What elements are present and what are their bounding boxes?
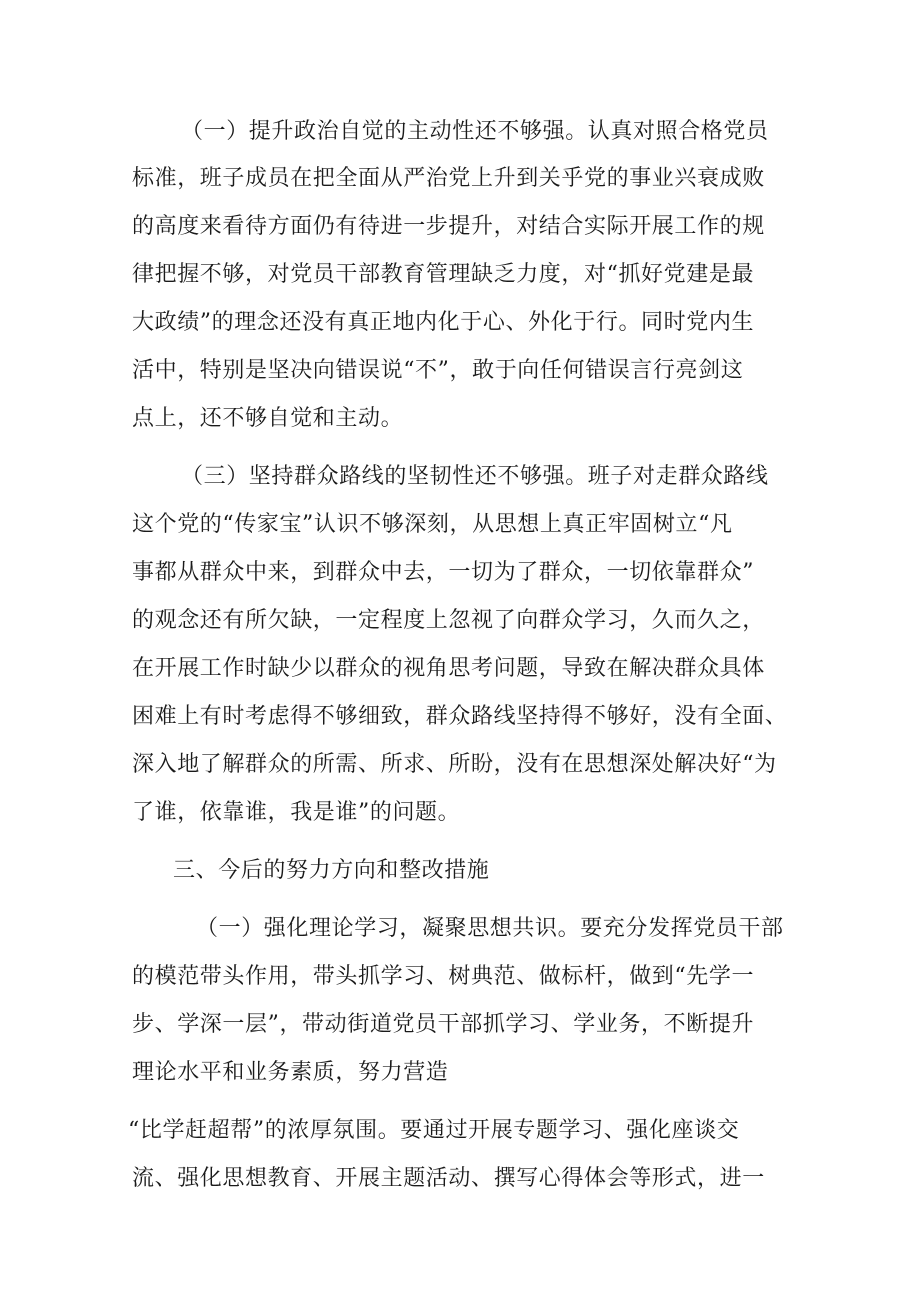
paragraph-1-line-3: 的高度来看待方面仍有待进一步提升，对结合实际开展工作的规 bbox=[132, 214, 765, 239]
paragraph-2-line-2: 这个党的“传家宝”认识不够深刻，从思想上真正牢固树立“凡 bbox=[132, 512, 733, 537]
paragraph-3-line-2: 的模范带头作用，带头抓学习、树典范、做标杆，做到“先学一 bbox=[132, 964, 755, 989]
paragraph-1-line-7: 点上，还不够自觉和主动。 bbox=[132, 406, 404, 431]
paragraph-2-line-7: 深入地了解群众的所需、所求、所盼，没有在思想深处解决好“为 bbox=[132, 752, 777, 777]
paragraph-2-line-5: 在开展工作时缺少以群众的视角思考问题，导致在解决群众具体 bbox=[132, 656, 765, 681]
paragraph-3-line-1: （一）强化理论学习，凝聚思想共识。要充分发挥党员干部 bbox=[196, 916, 784, 941]
paragraph-2-line-3: 事都从群众中来，到群众中去，一切为了群众，一切依靠群众” bbox=[132, 560, 755, 585]
paragraph-1-line-2: 标准，班子成员在把全面从严治党上升到关乎党的事业兴衰成败 bbox=[132, 166, 765, 191]
paragraph-4-line-1: “比学赶超帮”的浓厚氛围。要通过开展专题学习、强化座谈交 bbox=[128, 1118, 740, 1143]
paragraph-2-line-8: 了谁，依靠谁，我是谁”的问题。 bbox=[132, 800, 461, 825]
paragraph-2-line-4: 的观念还有所欠缺，一定程度上忽视了向群众学习，久而久之， bbox=[132, 608, 765, 633]
paragraph-2-line-6: 困难上有时考虑得不够细致，群众路线坚持得不够好，没有全面、 bbox=[132, 704, 788, 729]
paragraph-3-line-3: 步、学深一层”，带动街道党员干部抓学习、学业务，不断提升 bbox=[132, 1012, 755, 1037]
paragraph-1-line-6: 活中，特别是坚决向错误说“不”，敢于向任何错误言行亮剑这 bbox=[132, 358, 744, 383]
paragraph-3-line-4: 理论水平和业务素质，努力营造 bbox=[132, 1060, 449, 1085]
paragraph-2-line-1: （三）坚持群众路线的坚韧性还不够强。班子对走群众路线 bbox=[181, 464, 769, 489]
section-heading: 三、今后的努力方向和整改措施 bbox=[173, 858, 490, 883]
paragraph-4-line-2: 流、强化思想教育、开展主题活动、撰写心得体会等形式，进一 bbox=[132, 1166, 765, 1191]
paragraph-1-line-4: 律把握不够，对党员干部教育管理缺乏力度，对“抓好党建是最 bbox=[132, 262, 755, 287]
paragraph-1-line-5: 大政绩”的理念还没有真正地内化于心、外化于行。同时党内生 bbox=[132, 310, 755, 335]
paragraph-1-line-1: （一）提升政治自觉的主动性还不够强。认真对照合格党员 bbox=[181, 119, 769, 144]
